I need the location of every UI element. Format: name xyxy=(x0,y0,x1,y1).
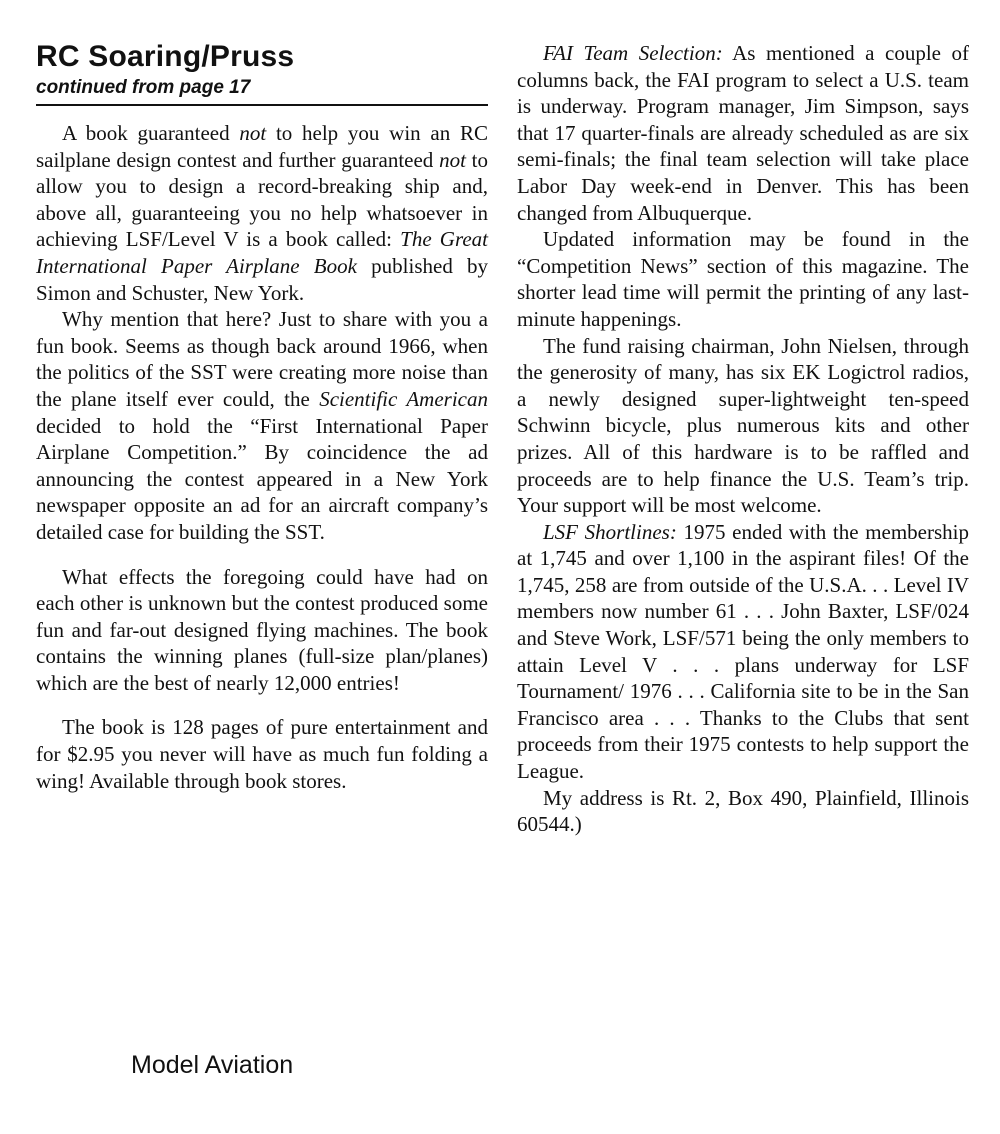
paragraph-address: My address is Rt. 2, Box 490, Plainfield, Illinois 60544.) xyxy=(517,785,969,837)
paragraph-fai-team: FAI Team Selection: As mentioned a couple of columns back, the FAI program to select a U.S. team is underway. Program manager, Jim Simpson, says that 17 quarter-finals are already scheduled as are six semi-finals; the final team selection will take place Labor Day week-end in Denver. This has been changed from Albuquerque. xyxy=(517,41,970,225)
right-column xyxy=(517,0,969,838)
continued-note: continued from page 17 xyxy=(36,76,488,106)
paragraph-updated-info: Updated information may be found in the “Competition News” section of this magazine. The shorter lead time will permit the printing of any last-minute happenings. xyxy=(517,227,969,331)
paragraph-fund-raising: The fund raising chairman, John Nielsen, through the generosity of many, has six EK Logictrol radios, a newly designed super-lightweight ten-speed Schwinn bicycle, plus numerous kits and other prizes. All of this hardware is to be raffled and proceeds are to help finance the U.S. Team’s trip. Your support will be most welcome. xyxy=(517,333,969,518)
paragraph-effects: What effects the foregoing could have had on each other is unknown but the contest produced some fun and far-out designed flying machines. The book contains the winning planes (full-size plan/planes) which are the best of nearly 12,000 entries! xyxy=(36,564,488,695)
left-column xyxy=(36,0,488,794)
paragraph-book-intro: A book guaranteed not to help you win an RC sailplane design contest and further guaranteed not to allow you to design a record-breaking ship and, above all, guaranteeing you no help whatsoever in achieving LSF/Level V is a book called: The Great International Paper Airplane Book published by Simon and Schuster, New York. xyxy=(36,121,488,305)
column-title: RC Soaring/Pruss xyxy=(36,40,295,73)
paragraph-book-price: The book is 128 pages of pure entertainment and for $2.95 you never will have as much fun folding a wing! Available through book stores. xyxy=(36,715,488,793)
magazine-name: Model Aviation xyxy=(131,1051,294,1079)
paragraph-why-mention: Why mention that here? Just to share with you a fun book. Seems as though back around 1966, when the politics of the SST were creating more noise than the plane itself ever could, the Scientific American decided to hold the “First International Paper Airplane Competition.” By coincidence the ad announcing the contest appeared in a New York newspaper opposite an ad for an aircraft company’s detailed case for building the SST. xyxy=(36,307,488,544)
paragraph-lsf-shortlines: LSF Shortlines: 1975 ended with the membership at 1,745 and over 1,100 in the aspirant files! Of the 1,745, 258 are from outside of the U.S.A. . . Level IV members now number 61 . . . John Baxter, LSF/024 and Steve Work, LSF/571 being the only members to attain Level V . . . plans underway for LSF Tournament/ 1976 . . . California site to be in the San Francisco area . . . Thanks to the Clubs that sent proceeds from their 1975 contests to help support the League. xyxy=(517,519,969,784)
